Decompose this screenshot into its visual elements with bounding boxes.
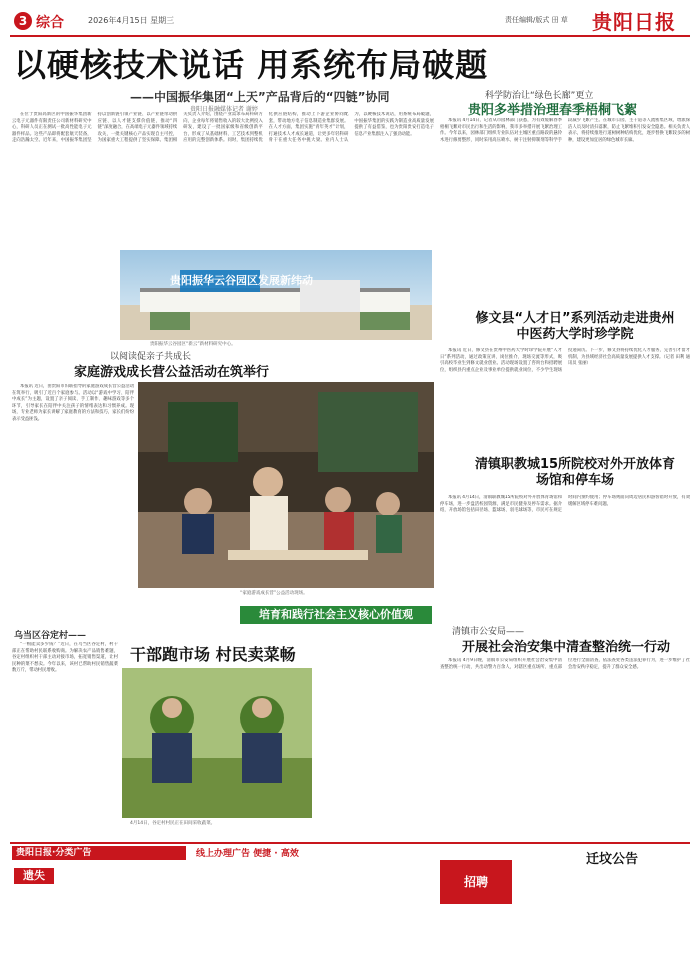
issue-date: 2026年4月15日 星期三 (88, 16, 175, 25)
section-name: 综合 (36, 15, 64, 31)
venues-body: 本报讯 4月14日，清镇职教城15所院校对外开放体育场馆和停车场，进一步盘活校园资源，满足市民健身及停车需求。据介绍，开放场馆包括田径场、篮球场、羽毛球场等，市民可在规定时间内预约使用；停车场则面向周边居民和游客错时开放，有效缓解区域停车难问题。 (440, 495, 690, 514)
family-kicker: 以阅读促亲子共成长 (110, 352, 192, 362)
talent-body: 本报讯 近日，修文县在贵州中医药大学时珍学院开展“人才日”系列活动，通过政策宣讲、岗位推介、现场交流等形式，吸引高校毕业生到修文就业创业。活动现场设置了咨询台和招聘展位，组织县内重点企业及事业单位提供就业岗位，不少学生现场投递简历。下一步，修文县将持续优化人才服务，完善引才留才机制，为县域经济社会高质量发展提供人才支撑。（记者 田利 通讯员 张丽） (440, 348, 690, 373)
venues-title: 清镇职教城15所院校对外开放体育场馆和停车场 (474, 457, 676, 488)
village-title: 干部跑市场 村民卖菜畅 (130, 645, 296, 664)
values-banner: 培育和践行社会主义核心价值观 (240, 606, 432, 624)
village-kicker: 乌当区谷定村—— (14, 631, 87, 641)
lead-subhead: ——中国振华集团“上天”产品背后的“四链”协同 (130, 90, 390, 104)
lost-heading: 遗失 (14, 868, 54, 884)
village-body: “一根能卖多少钱？”近日，在乌当区谷定村，村干部正在帮助村民联系收购商。为解决农产品销售难题，谷定村组织村干部主动对接市场，拓宽销售渠道，让村民种的菜不愁卖。今年以来，该村已帮助村民销售蔬菜数万斤，带动村民增收。 (12, 642, 118, 674)
section-number-badge: 3 (14, 12, 32, 30)
classifieds-brand: 贵阳日报·分类广告 (12, 846, 186, 860)
masthead-logo: 贵阳日报 (592, 10, 676, 34)
family-photo-caption: “家庭游戏成长营”公益活动现场。 (240, 591, 308, 596)
family-photo (138, 382, 434, 588)
village-photo (122, 668, 312, 818)
family-body: 本报讯 近日，由贵阳市妇联指导的家庭游戏成长营公益活动在筑举行，吸引了近百个家庭参与。活动以“游戏中学习、陪伴中成长”为主题，设置了亲子阅读、手工制作、趣味游戏等多个环节，引导家长在陪伴中关注孩子的情绪表达和习惯养成。现场，专业老师为家长讲解了家庭教育的方法和技巧，家长们纷纷表示受益匪浅。 (12, 384, 134, 422)
lead-body: 在位于贵阳高新区的中国振华集团新云电子元器件有限责任公司新材料研究中心，科研人员正在测试一批高性能电子元器件样品。这些产品即将配套航天装备，走向浩瀚太空。近年来，中国振华集团坚持以创新链引领产业链、以产业链带动供应链、以人才链支撑价值链，推动“四链”深度融合，在高端电子元器件领域持续攻关，一批关键核心产品实现自主可控，为国家重大工程提供了坚实保障。集团相关负责人介绍，围绕产业需求布局科研方向，企业每年将销售收入的较大比例投入研发，建设了一批国家级和省级创新平台，形成了从基础材料、工艺技术到整机应用的完整创新体系。同时，集团持续优化供应链结构，推动上下游企业协同配套，带动地方电子信息制造业集群发展。在人才方面，集团实施“青年英才”计划，打通技术人才成长通道，让更多年轻科研骨干在重大任务中挑大梁。业内人士认为，以硬核技术说话，用系统布局破题，中国振华集团的实践为制造业高质量发展提供了有益借鉴，也为贵阳贵安打造电子信息产业集群注入了强劲动能。 (12, 112, 434, 144)
lead-photo (120, 250, 432, 340)
classifieds-slogan: 线上办理广告 便捷 · 高效 (196, 849, 299, 859)
sci-kicker: 科学防治让“绿色长廊”更立 (485, 91, 594, 101)
village-photo-caption: 4月14日，谷定村村民正在田间采收蔬菜。 (130, 821, 216, 826)
editor-credit: 责任编辑/版式 田 草 (505, 16, 568, 24)
security-kicker: 清镇市公安局—— (452, 627, 525, 637)
security-title: 开展社会治安集中清查整治统一行动 (462, 640, 671, 655)
lead-byline: 贵阳日报融媒体记者 谢婷 (190, 106, 258, 113)
header-rule (10, 35, 690, 37)
sci-body: 本报讯 4月14日，记者从市园林部门获悉，为有效缓解春季梧桐飞絮对市民出行和生活的影响，我市多举措开展飞絮治理工作。今年以来，园林部门组织专业队伍对主城区重点路段的悬铃木进行修剪整形，同时采用高压喷水、树干注射抑制剂等科学手段减少飞絮产生。在城市公园、主干道等人流密集区域，增派保洁人员及时清扫落絮，防止飞絮堆积引发安全隐患。相关负责人表示，将持续推进行道树树种结构优化，逐步替换飞絮较多的树种，建设更加宜居的绿色城市长廊。 (440, 118, 690, 143)
security-body: 本报讯 4月9日晚，清镇市公安局组织开展社会治安集中清查整治统一行动，共出动警力百余人，对辖区重点场所、重点部位进行全面清查，依法查处各类违法犯罪行为，进一步维护了社会治安秩序稳定，提升了群众安全感。 (440, 658, 690, 670)
sci-title: 贵阳多举措治理春季梧桐飞絮 (468, 103, 638, 118)
recruit-heading: 招聘 (440, 860, 512, 904)
village-body-cont (316, 668, 434, 828)
relocate-heading: 迁坟公告 (586, 852, 639, 867)
photo-sign-text: 贵阳振华云谷园区发展新纬动 (170, 274, 313, 287)
lead-headline: 以硬核技术说话 用系统布局破题 (14, 46, 489, 84)
family-title: 家庭游戏成长营公益活动在筑举行 (74, 365, 270, 380)
lead-photo-caption: 贵阳振华云谷园区“新云”新材料研究中心。 (150, 342, 236, 347)
talent-title: 修文县“人才日”系列活动走进贵州中医药大学时珍学院 (475, 311, 675, 342)
